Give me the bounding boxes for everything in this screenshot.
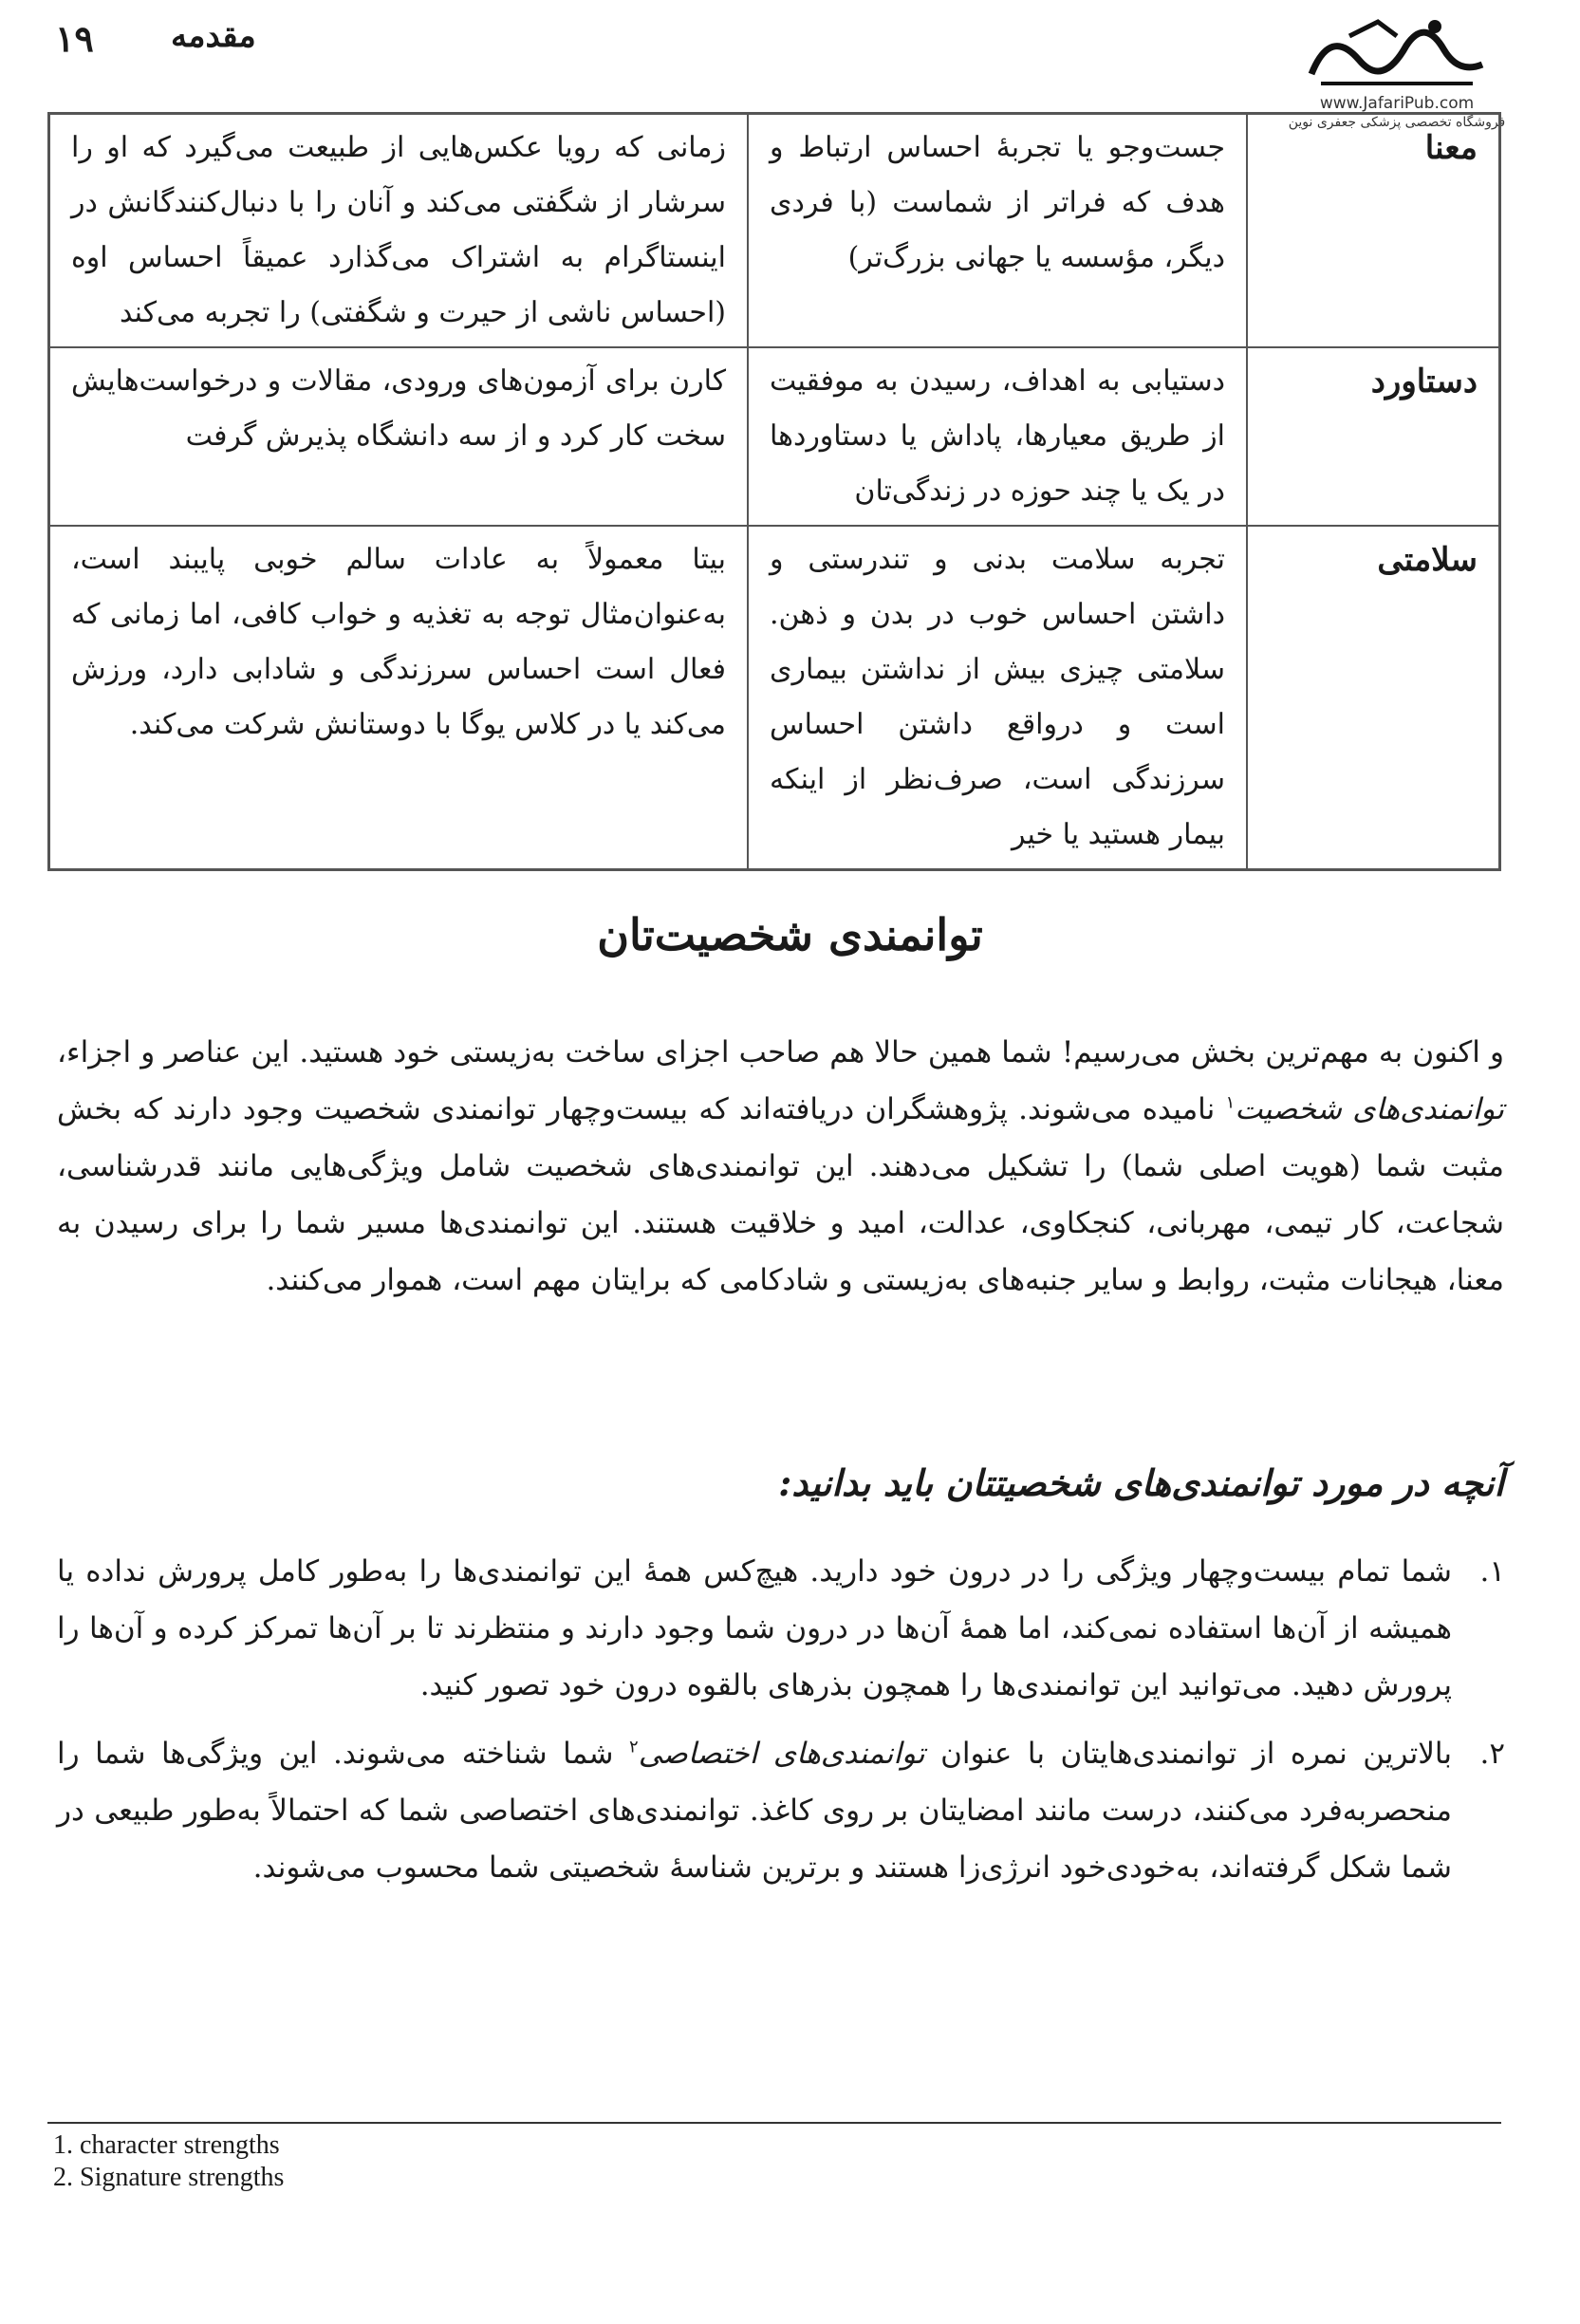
table-cell-example: زمانی که رویا عکس‌هایی از طبیعت می‌گیرد که او را سرشار از شگفتی می‌کند و آنان را با دنبال‌کنندگانش در اینستاگرام به اشتراک می‌گذارد عمیقاً احساس اوه (احساس ناشی از حیرت و شگفتی) را تجربه می‌کند (49, 114, 749, 348)
footnote-marker: ۲ (629, 1737, 639, 1757)
table-cell-example: کارن برای آزمون‌های ورودی، مقالات و درخواست‌هایش سخت کار کرد و از سه دانشگاه پذیرش گرفت (49, 347, 749, 526)
body-paragraph (57, 1024, 1504, 1309)
table-row (49, 114, 1500, 348)
logo-url: www.JafariPub.com (1319, 94, 1475, 113)
running-header: مقدمه (171, 17, 256, 55)
logo-caption: فروشگاه تخصصی پزشکی جعفری نوین (1288, 115, 1506, 130)
paragraph-text: و اکنون به مهم‌ترین بخش می‌رسیم! شما همین حالا هم صاحب اجزای ساخت به‌زیستی خود هستید. این عناصر و اجزاء، (57, 1035, 1504, 1069)
footnote-2: 2. Signature strengths (53, 2163, 285, 2192)
numbered-list (57, 1543, 1505, 1907)
logo-mark-icon (1292, 8, 1501, 98)
page-number: ۱۹ (55, 17, 94, 60)
list-item-text: شما تمام بیست‌وچهار ویژگی را در درون خود دارید. هیچ‌کس همهٔ این توانمندی‌ها را به‌طور کامل پرورش نداده یا همیشه از آن‌ها استفاده نمی‌کند، اما همهٔ آن‌ها در درون شما وجود دارند و منتظرند تا بر آن‌ها تمرکز کرده و آن‌ها را پرورش دهید. می‌توانید این توانمندی‌ها را همچون بذرهای بالقوه درون خود تصور کنید. (57, 1554, 1452, 1702)
list-number: ۲. (1479, 1737, 1505, 1771)
list-item-text: بالاترین نمره از توانمندی‌هایتان با عنوان (924, 1737, 1452, 1771)
list-item-text: شما شناخته می‌شوند. این ویژگی‌ها شما را منحصربه‌فرد می‌کنند، درست مانند امضایتان بر روی کاغذ. توانمندی‌های اختصاصی شما که احتمالاً به‌طور طبیعی در شما شکل گرفته‌اند، به‌خودی‌خود انرژی‌زا هستند و برترین شناسهٔ شخصیتی شما محسوب می‌شوند. (57, 1737, 1452, 1885)
footnote-1: 1. character strengths (53, 2130, 280, 2160)
paragraph-text: نامیده می‌شوند. پژوهشگران دریافته‌اند که بیست‌وچهار توانمندی شخصیت وجود دارند که بخش مثبت شما (هویت اصلی شما) را تشکیل می‌دهند. این توانمندی‌های شخصیت شامل ویژگی‌هایی مانند قدرشناسی، شجاعت، کار تیمی، مهربانی، کنجکاوی، عدالت، امید و خلاقیت هستند. این توانمندی‌ها مسیر شما را برای رسیدن به معنا، هیجانات مثبت، روابط و سایر جنبه‌های به‌زیستی و شادکامی که برایتان مهم است، هموار می‌کنند. (57, 1092, 1504, 1297)
table-row (49, 347, 1500, 526)
footnote-divider (47, 2122, 1501, 2124)
table-cell-definition: جست‌وجو یا تجربهٔ احساس ارتباط و هدف که فراتر از شماست (با فردی دیگر، مؤسسه یا جهانی بزرگ‌تر) (748, 114, 1247, 348)
table-cell-definition: دستیابی به اهداف، رسیدن به موفقیت از طریق معیارها، پاداش یا دستاوردها در یک یا چند حوزه در زندگی‌تان (748, 347, 1247, 526)
table-row (49, 526, 1500, 870)
wellbeing-table (47, 112, 1501, 871)
subheading: آنچه در مورد توانمندی‌های شخصیتتان باید بدانید: (778, 1461, 1504, 1504)
table-cell-term: سلامتی (1247, 526, 1500, 870)
italic-term: توانمندی‌های اختصاصی (638, 1737, 925, 1771)
italic-term: توانمندی‌های شخصیت (1235, 1092, 1504, 1126)
list-number: ۱. (1479, 1554, 1505, 1589)
table-cell-term: دستاورد (1247, 347, 1500, 526)
list-item (57, 1543, 1505, 1714)
list-item (57, 1725, 1505, 1896)
table-cell-definition: تجربه سلامت بدنی و تندرستی و داشتن احساس خوب در بدن و ذهن. سلامتی چیزی بیش از نداشتن بیماری است و درواقع داشتن احساس سرزندگی است، صرف‌نظر از اینکه بیمار هستید یا خیر (748, 526, 1247, 870)
footnotes (53, 2129, 284, 2194)
table-cell-example: بیتا معمولاً به عادات سالم خوبی پایبند است، به‌عنوان‌مثال توجه به تغذیه و خواب کافی، اما زمانی که فعال است احساس سرزندگی و شادابی دارد، ورزش می‌کند یا در کلاس یوگا با دوستانش شرکت می‌کند. (49, 526, 749, 870)
section-title: توانمندی شخصیت‌تان (597, 909, 983, 960)
table-cell-term: معنا (1247, 114, 1500, 348)
footnote-marker: ۱ (1225, 1092, 1236, 1113)
